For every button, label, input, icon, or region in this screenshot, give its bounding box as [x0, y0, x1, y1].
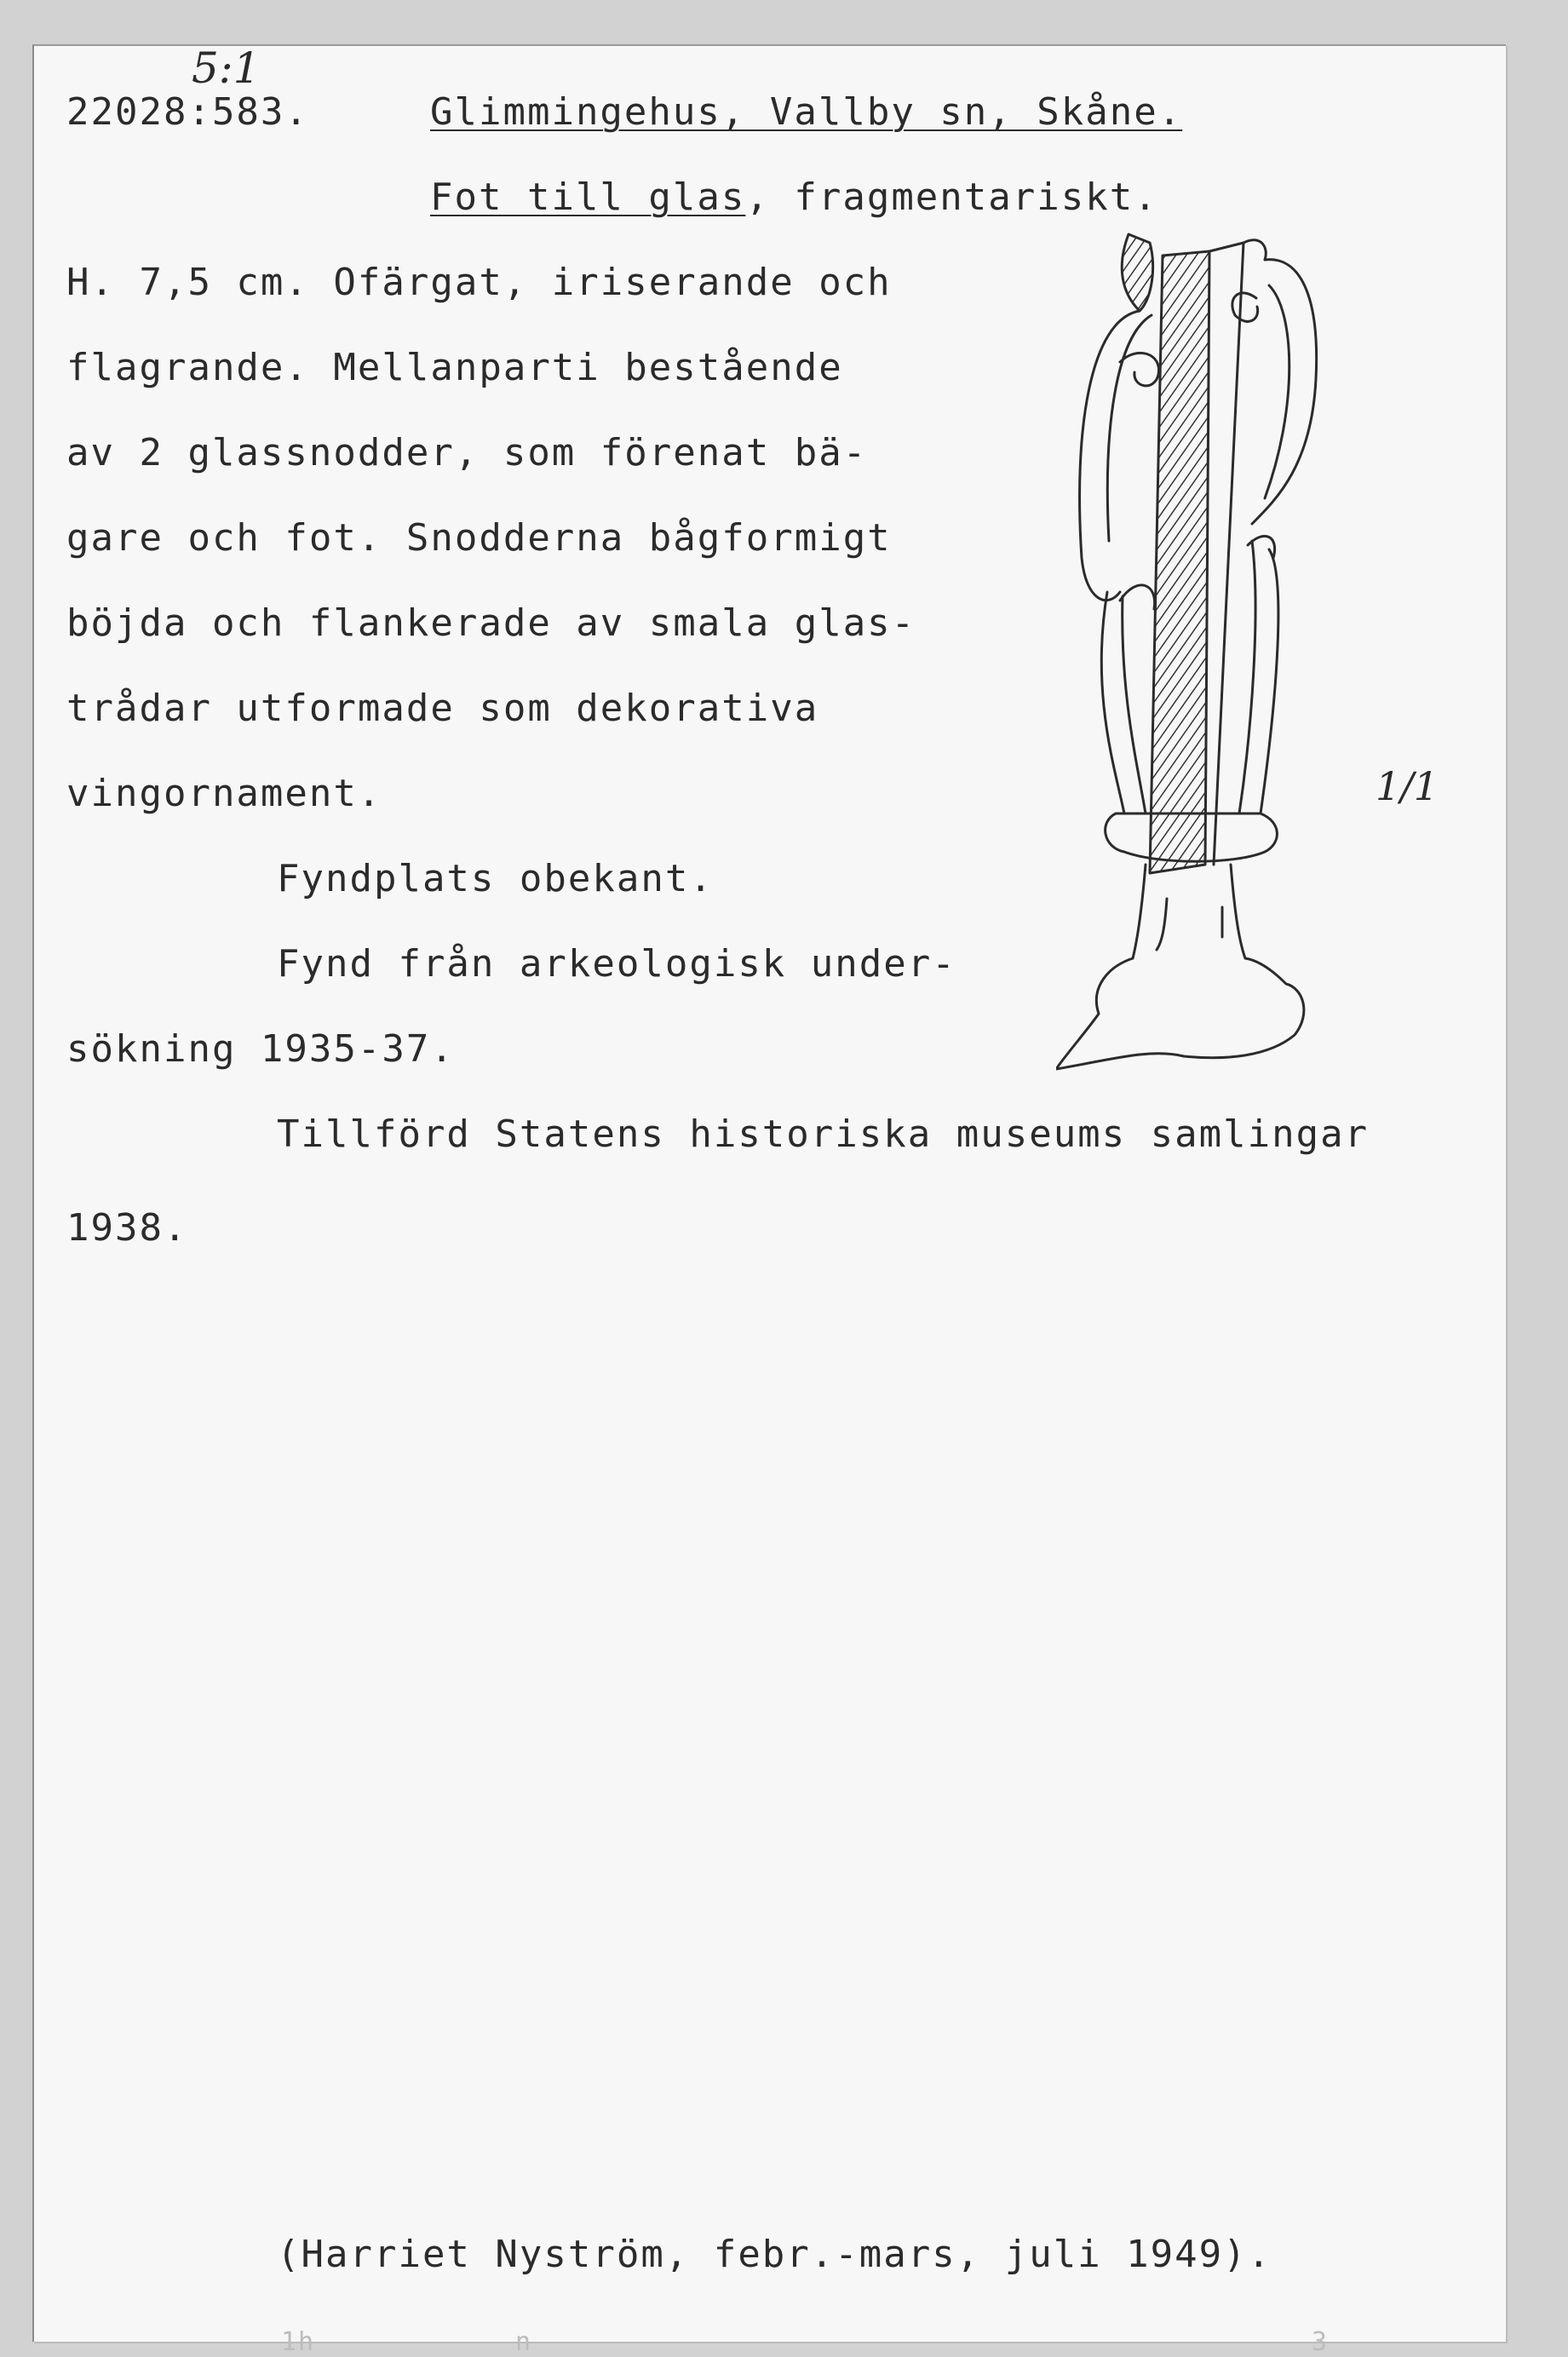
- find-line: Fynd från arkeologisk under-: [277, 942, 956, 986]
- find-line: sökning 1935-37.: [66, 1027, 455, 1071]
- object-condition: , fragmentariskt.: [745, 175, 1158, 219]
- description-line: gare och fot. Snodderna bågformigt: [66, 516, 892, 560]
- bottom-mark: n: [515, 2327, 533, 2357]
- scale-mark: 1/1: [1376, 763, 1439, 809]
- pencil-mark: 5:1: [192, 43, 261, 93]
- description-line: vingornament.: [66, 772, 382, 815]
- description-line: H. 7,5 cm. Ofärgat, iriserande och: [66, 261, 892, 304]
- site-heading: Glimmingehus, Vallby sn, Skåne.: [430, 90, 1183, 134]
- description-line: trådar utformade som dekorativa: [66, 687, 819, 730]
- bottom-mark: 3: [1312, 2327, 1330, 2357]
- description-line: böjda och flankerade av smala glas-: [66, 601, 916, 645]
- findplace: Fyndplats obekant.: [277, 857, 714, 900]
- catalog-number: 22028:583.: [66, 90, 309, 134]
- acquisition-line: Tillförd Statens historiska museums samlingar: [277, 1112, 1370, 1156]
- author-note: (Harriet Nyström, febr.-mars, juli 1949).: [277, 2233, 1272, 2276]
- acquisition-line: 1938.: [66, 1206, 188, 1250]
- object-name: Fot till glas: [430, 175, 746, 219]
- glass-foot-drawing: [1056, 217, 1337, 1086]
- description-line: flagrande. Mellanparti bestående: [66, 346, 843, 389]
- description-line: av 2 glassnodder, som förenat bä-: [66, 431, 868, 474]
- object-heading: [430, 175, 1158, 219]
- bottom-mark: 1h: [281, 2327, 316, 2357]
